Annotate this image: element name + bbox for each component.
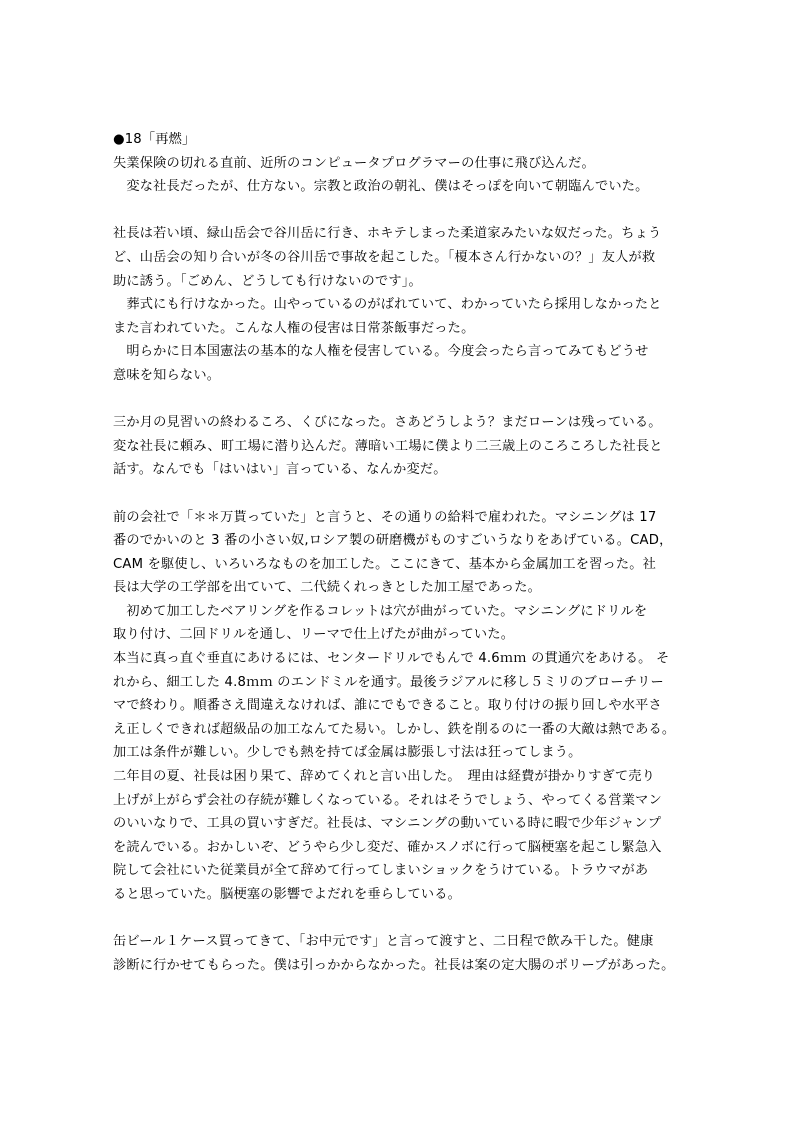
text-line: 診断に行かせてもらった。僕は引っかからなかった。社長は案の定大腸のポリープがあった。 — [113, 957, 675, 973]
section-heading: ●18「再燃」 — [113, 132, 196, 147]
text-line: 長は大学の工学部を出ていて、二代続くれっきとした加工屋であった。 — [113, 580, 542, 596]
paragraph-gap — [113, 907, 693, 931]
text-line: 明らかに日本国憲法の基本的な人権を侵害している。今度会ったら言ってみてもどうせ — [113, 344, 649, 360]
text-line: 助に誘う。「ごめん、どうしても行けないのです」。 — [113, 273, 422, 289]
text-line: れから、細工した 4.8ｍｍ のエンドミルを通す。最後ラジアルに移し５ミリのブローチリー — [113, 674, 664, 690]
text-line: 缶ビール１ケース買ってきて、「お中元です」と言って渡すと、二日程で飲み干した。健康 — [113, 934, 654, 950]
text-line: 話す。なんでも「はいはい」言っている、なんか変だ。 — [113, 462, 447, 478]
text-line: また言われていた。こんな人権の侵害は日常茶飯事だった。 — [113, 320, 475, 336]
text-line: 番のでかいのと 3 番の小さい奴,ロシア製の研磨機がものすごいうなりをあげている。CAD， — [113, 533, 673, 549]
paragraph-gap — [113, 388, 693, 412]
paragraph-gap — [113, 482, 693, 506]
text-line: 本当に真っ直ぐ垂直にあけるには、センタードリルでもんで 4.6ｍｍ の貫通穴をあける。 そ — [113, 651, 670, 667]
text-line: CAM を駆使し、いろいろなものを加工した。ここにきて、基本から金属加工を習った。社 — [113, 556, 657, 572]
text-line: を読んでいる。おかしいぞ、どうやら少し変だ、確かスノボに行って脳梗塞を起こし緊急入 — [113, 839, 662, 855]
text-line: 意味を知らない。 — [113, 367, 221, 383]
text-line: え正しくできれば超級品の加工なんてた易い。しかし、鉄を削るのに一番の大敵は熱である。 — [113, 721, 676, 737]
text-line: 取り付け、二回ドリルを通し、リーマで仕上げたが曲がっていた。 — [113, 627, 515, 643]
text-line: 院して会社にいた従業員が全て辞めて行ってしまいショックをうけている。トラウマがあ — [113, 863, 649, 879]
text-line: 変な社長だったが、仕方ない。宗教と政治の朝礼、僕はそっぽを向いて朝臨んでいた。 — [113, 179, 649, 195]
text-line: 三か月の見習いの終わるころ、くびになった。さあどうしよう？まだローンは残っている。 — [113, 415, 662, 431]
text-line: ると思っていた。脳梗塞の影響でよだれを垂らしている。 — [113, 887, 462, 902]
text-line: 前の会社で「＊＊万貰っていた」と言うと、その通りの給料で雇われた。マシニングは 17 — [113, 509, 657, 525]
paragraph-gap — [113, 199, 693, 223]
text-line: ど、山岳会の知り合いが冬の谷川岳で事故を起こした。「榎本さん行かないの？」友人が救 — [113, 249, 656, 265]
text-line: 加工は条件が難しい。少しでも熱を持てば金属は膨張し寸法は狂ってしまう。 — [113, 745, 582, 761]
text-line: 社長は若い頃、緑山岳会で谷川岳に行き、ホキテしまった柔道家みたいな奴だった。ちょう — [113, 226, 662, 242]
text-line: 変な社長に頼み、町工場に潜り込んだ。薄暗い工場に僕より二三歳上のころころした社長と — [113, 438, 663, 454]
text-line: 失業保険の切れる直前、近所のコンピュータプログラマーの仕事に飛び込んだ。 — [113, 155, 595, 171]
text-line: 二年目の夏、社長は困り果て、辞めてくれと言い出した。 理由は経費が掛かりすぎて売り — [113, 769, 656, 785]
text-line: のいいなりで、工具の買いすぎだ。社長は、マシニングの動いている時に暇で少年ジャンプ — [113, 816, 662, 832]
text-line: 上げが上がらず会社の存続が難しくなっている。それはそうでしょう、やってくる営業マン — [113, 792, 662, 808]
text-line: 初めて加工したベアリングを作るコレットは穴が曲がっていた。マシニングにドリルを — [113, 603, 648, 619]
text-line: マで終わり。順番さえ間違えなければ、誰にでもできること。取り付けの振り回しや水平さ — [113, 698, 662, 714]
text-line: 葬式にも行けなかった。山やっているのがばれていて、わかっていたら採用しなかったと — [113, 297, 662, 313]
document-body — [113, 128, 693, 977]
